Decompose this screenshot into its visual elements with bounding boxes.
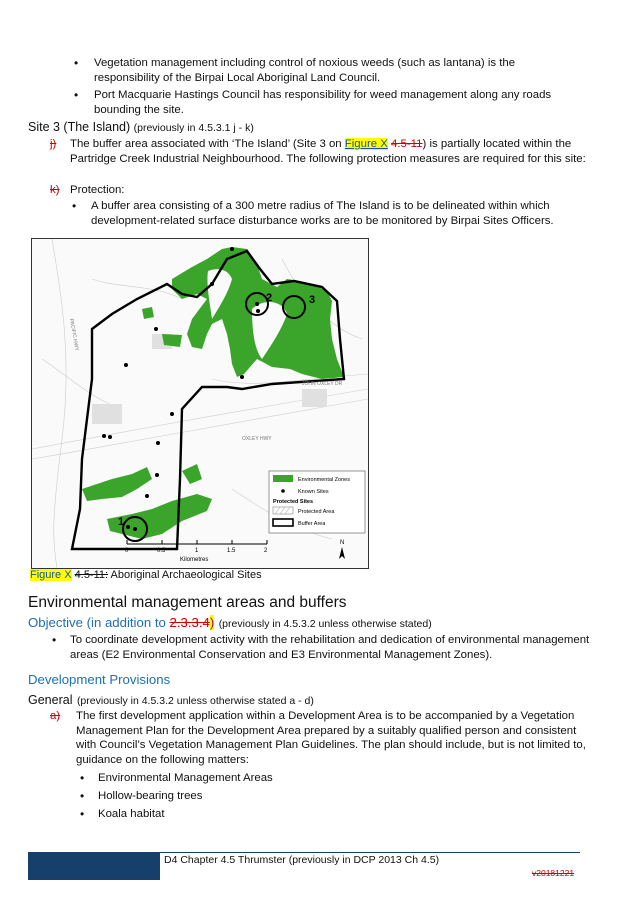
footer-title: D4 Chapter 4.5 Thrumster (previously in DCP 2013 Ch 4.5)	[164, 854, 440, 866]
legend-buffer-area: Buffer Area	[298, 521, 326, 527]
road-label-oxley: OXLEY HWY	[242, 436, 272, 442]
item-k-text: Protection:	[70, 184, 125, 196]
top-bullet-1: Vegetation management including control of noxious weeds (such as lantana) is the responsibility of the Birpai Local Aboriginal Land Council.	[94, 57, 516, 84]
footer-version: v20181221	[532, 868, 575, 878]
site-label-2: 2	[266, 292, 273, 304]
bullet-marker: •	[74, 56, 79, 70]
site-label-1: 1	[118, 516, 125, 528]
provisions-heading: Development Provisions	[28, 672, 171, 687]
bullet-marker: •	[74, 88, 79, 102]
road-label-pacific: PACIFIC HWY	[68, 318, 80, 352]
objective-label: Objective (in addition to	[28, 615, 170, 630]
legend-protected-area: Protected Area	[298, 509, 335, 515]
scale-tick-15: 1.5	[227, 548, 236, 554]
item-a-bullet-2: Hollow-bearing trees	[98, 790, 203, 802]
objective-note: (previously in 4.5.3.2 unless otherwise stated)	[218, 618, 432, 630]
caption-strike: 4.5-11:	[74, 569, 109, 581]
legend-swatch-green	[273, 475, 293, 482]
general-note: (previously in 4.5.3.2 unless otherwise stated a - d)	[76, 695, 314, 707]
item-j-text-a: The buffer area associated with ‘The Island’ (Site 3 on	[70, 138, 345, 150]
footer-bar	[28, 853, 160, 880]
scale-tick-2: 2	[264, 548, 268, 554]
general-label: General	[28, 693, 73, 707]
scale-tick-05: 0.5	[157, 548, 166, 554]
item-k-marker: k)	[50, 184, 60, 196]
archaeological-sites-map	[31, 238, 369, 569]
objective-bullet: To coordinate development activity with the rehabilitation and dedication of environmental management areas (E2 Environmental Conservation and E3 Environmental Management Zones).	[70, 634, 590, 661]
map-legend	[269, 471, 365, 533]
objective-close: )	[209, 615, 215, 630]
north-label: N	[340, 540, 345, 546]
map-svg	[32, 239, 368, 568]
env-heading: Environmental management areas and buffers	[28, 594, 347, 611]
bullet-marker: •	[80, 771, 85, 785]
item-a-marker: a)	[50, 710, 61, 722]
road-label-john-oxley: JOHN OXLEY DR	[302, 381, 343, 387]
scale-unit: Kilometres	[180, 557, 209, 563]
caption-figure-x[interactable]: Figure X	[30, 569, 72, 581]
figure-x-link[interactable]: Figure X	[344, 138, 388, 150]
scale-bar	[125, 540, 268, 563]
legend-protected-title: Protected Sites	[273, 499, 314, 505]
legend-site-dot	[281, 489, 285, 493]
item-j-marker: j)	[50, 138, 57, 150]
top-bullet-2: Port Macquarie Hastings Council has responsibility for weed management along any roads bounding the site.	[94, 89, 552, 116]
legend-swatch-buffer	[273, 519, 293, 526]
item-j-text-b: ) is partially located within the Partridge Creek Industrial Neighbourhood. The following protection measures are required for this site:	[70, 138, 586, 165]
site3-heading-note: (previously in 4.5.3.1 j - k)	[133, 122, 254, 134]
site3-heading: Site 3 (The Island)	[28, 120, 131, 134]
objective-strike: 2.3.3.4	[169, 615, 210, 630]
bullet-marker: •	[52, 633, 57, 647]
scale-tick-0: 0	[125, 548, 129, 554]
legend-env-zones: Environmental Zones	[298, 477, 350, 483]
item-a-bullet-3: Koala habitat	[98, 808, 165, 820]
bullet-marker: •	[80, 789, 85, 803]
legend-known-sites: Known Sites	[298, 489, 329, 495]
item-k-bullet: A buffer area consisting of a 300 metre radius of The Island is to be delineated within which development-related surface disturbance works are to be monitored by Birpai Sites Officers.	[91, 200, 554, 227]
figure-caption	[30, 569, 262, 581]
general-line	[28, 691, 314, 709]
scale-tick-1: 1	[195, 548, 199, 554]
site-label-3: 3	[309, 294, 316, 306]
item-j-strike: 4.5-11	[391, 138, 423, 150]
site3-heading-line	[28, 120, 254, 134]
bullet-marker: •	[72, 199, 77, 213]
north-arrow-icon	[339, 540, 345, 559]
item-j-text	[70, 137, 595, 166]
item-a-text: The first development application within a Development Area is to be accompanied by a Vegetation Management Plan for the Development Area prepared by a suitably qualified person and consistent with Council’s Vegetation Management Plan Guidelines. The plan should include, but is not limited to, guidance on the following matters:	[76, 710, 586, 766]
caption-text: Aboriginal Archaeological Sites	[108, 569, 262, 581]
objective-line	[28, 614, 432, 632]
bullet-marker: •	[80, 807, 85, 821]
item-a-bullet-1: Environmental Management Areas	[98, 772, 273, 784]
